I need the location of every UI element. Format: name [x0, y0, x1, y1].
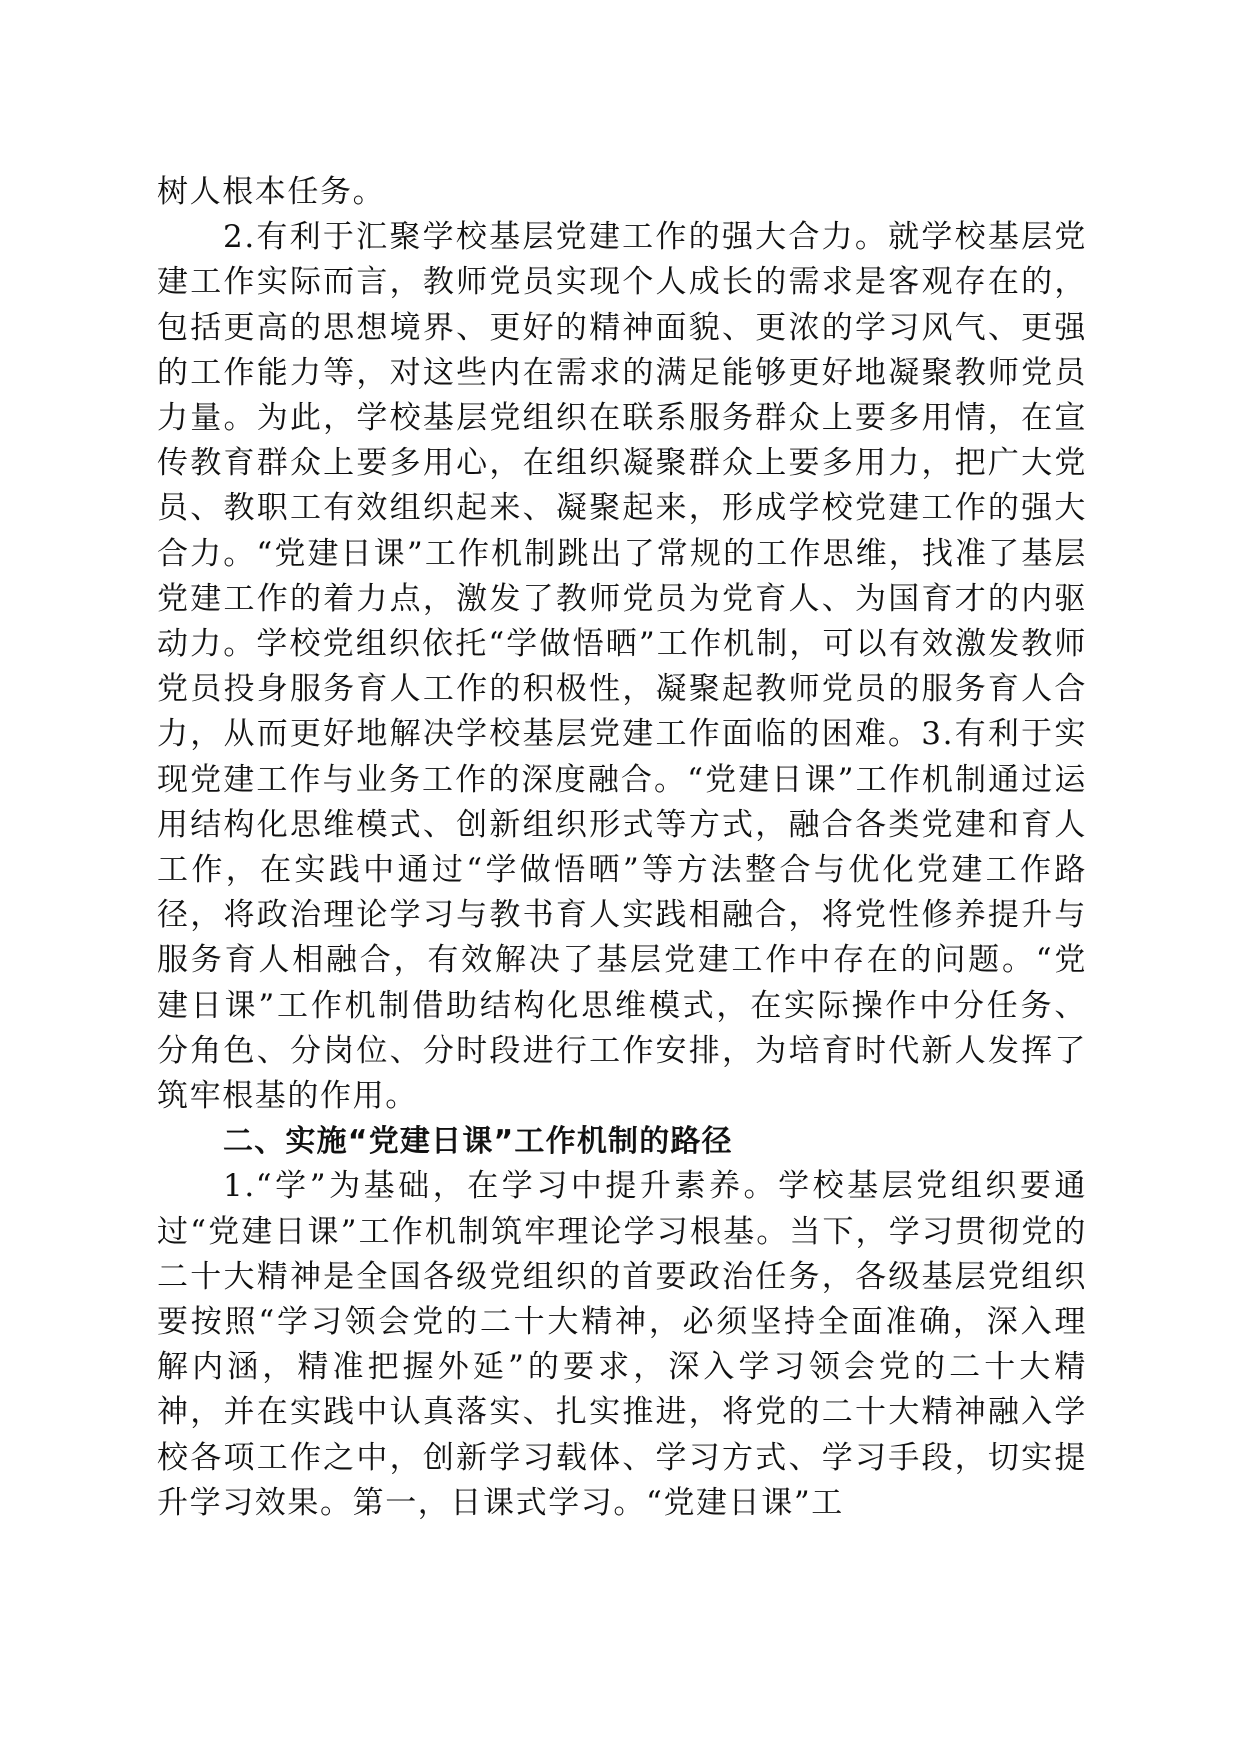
paragraph-path-1: 1.“学”为基础，在学习中提升素养。学校基层党组织要通过“党建日课”工作机制筑牢理论学习根基。当下，学习贯彻党的二十大精神是全国各级党组织的首要政治任务，各级基层党组织要按照“学习领会党的二十大精神，必须坚持全面准确，深入理解内涵，精准把握外延”的要求，深入学习领会党的二十大精神，并在实践中认真落实、扎实推进，将党的二十大精神融入学校各项工作之中，创新学习载体、学习方式、学习手段，切实提升学习效果。第一，日课式学习。“党建日课”工	[157, 1168, 1087, 1521]
paragraph-benefit-2-3: 2.有利于汇聚学校基层党建工作的强大合力。就学校基层党建工作实际而言，教师党员实现个人成长的需求是客观存在的，包括更高的思想境界、更好的精神面貌、更浓的学习风气、更强的工作能力等，对这些内在需求的满足能够更好地凝聚教师党员力量。为此，学校基层党组织在联系服务群众上要多用情，在宣传教育群众上要多用心，在组织凝聚群众上要多用力，把广大党员、教职工有效组织起来、凝聚起来，形成学校党建工作的强大合力。“党建日课”工作机制跳出了常规的工作思维，找准了基层党建工作的着力点，激发了教师党员为党育人、为国育才的内驱动力。学校党组织依托“学做悟晒”工作机制，可以有效激发教师党员投身服务育人工作的积极性，凝聚起教师党员的服务育人合力，从而更好地解决学校基层党建工作面临的困难。3.有利于实现党建工作与业务工作的深度融合。“党建日课”工作机制通过运用结构化思维模式、创新组织形式等方式，融合各类党建和育人工作，在实践中通过“学做悟晒”等方法整合与优化党建工作路径，将政治理论学习与教书育人实践相融合，将党性修养提升与服务育人相融合，有效解决了基层党建工作中存在的问题。“党建日课”工作机制借助结构化思维模式，在实际操作中分任务、分角色、分岗位、分时段进行工作安排，为培育时代新人发挥了筑牢根基的作用。	[157, 219, 1087, 1115]
body-text	[157, 170, 1087, 1526]
paragraph-continuation: 树人根本任务。	[157, 174, 386, 210]
section-heading-2: 二、实施“党建日课”工作机制的路径	[223, 1124, 733, 1160]
